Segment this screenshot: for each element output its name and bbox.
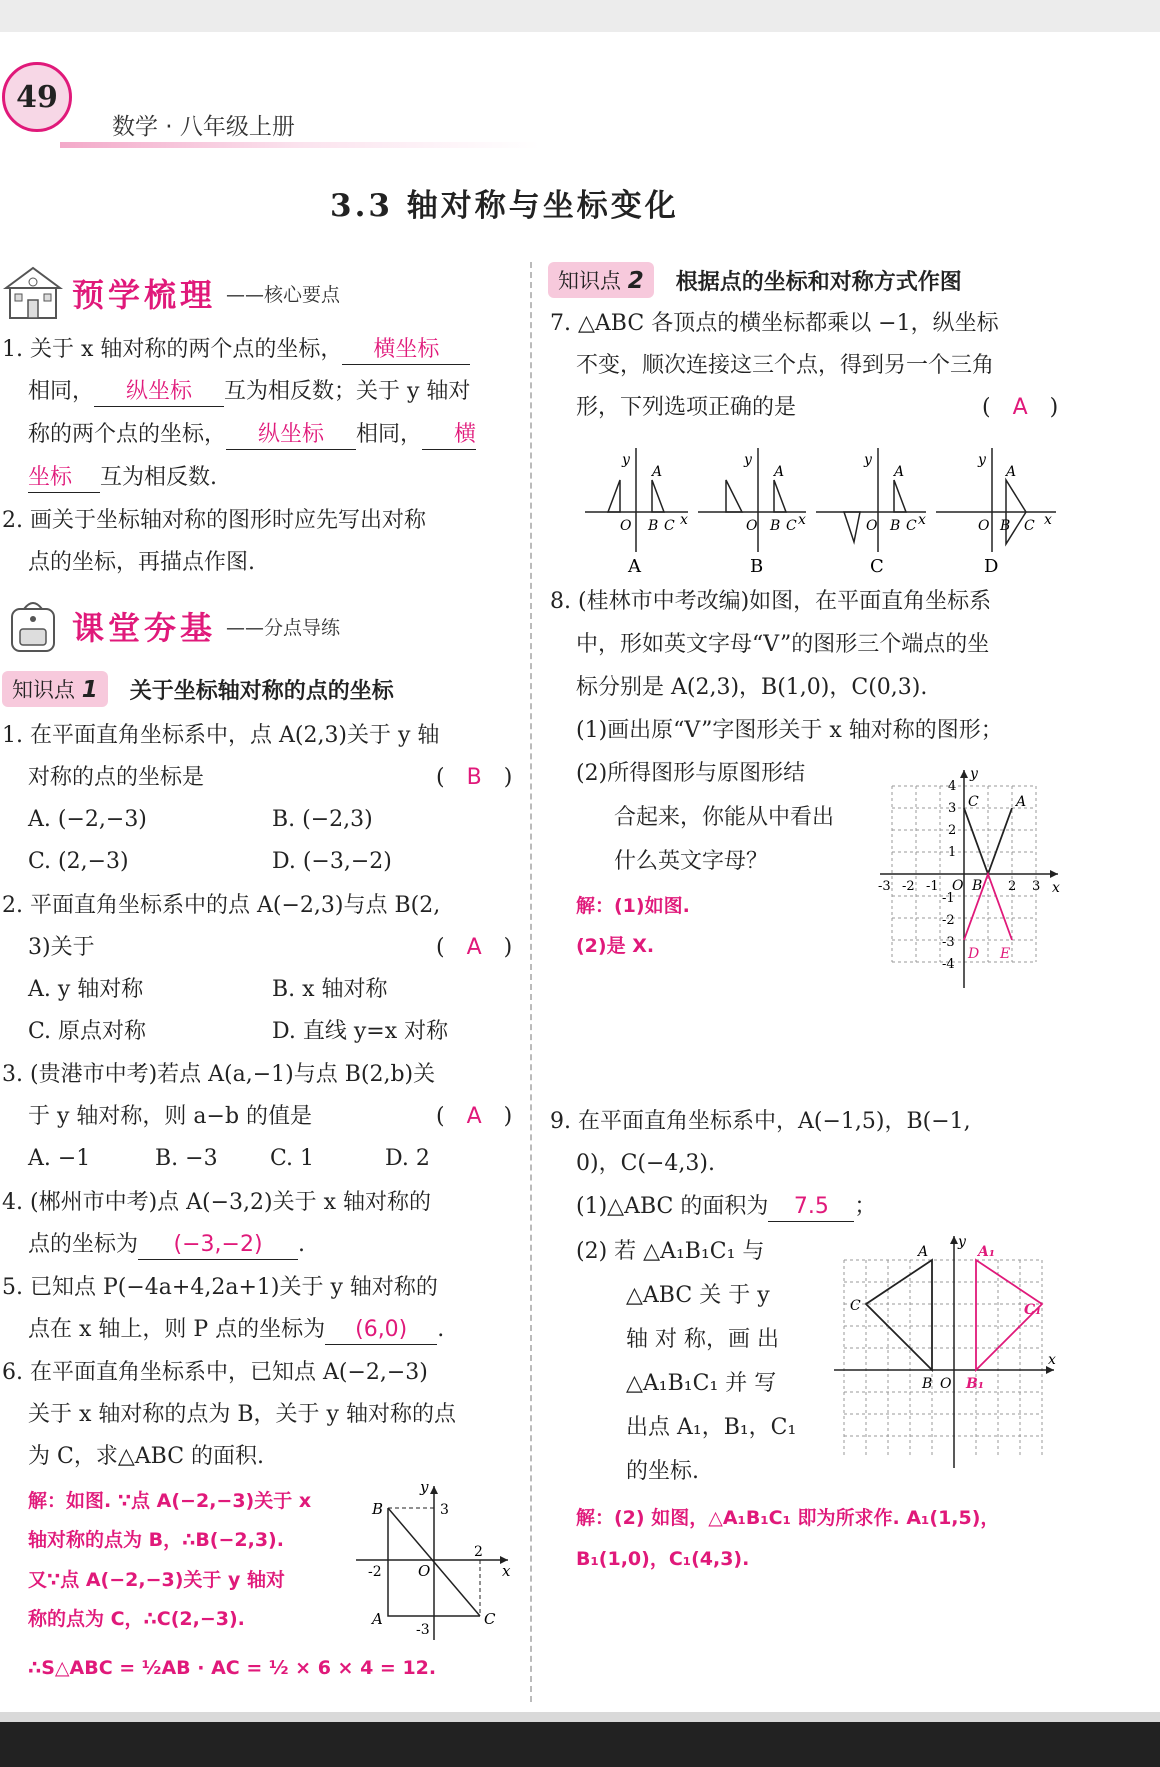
q9-line8: 出点 A₁，B₁，C₁ bbox=[626, 1415, 797, 1440]
option-label: B bbox=[750, 556, 764, 576]
q1-option-c: C. (2,−3) bbox=[28, 849, 129, 874]
q9-solution-1: 解：(2) 如图，△A₁B₁C₁ 即为所求作. A₁(1,5)， bbox=[576, 1507, 1000, 1529]
tick-y: -3 bbox=[942, 935, 955, 950]
page-number-badge bbox=[2, 62, 72, 132]
label-C: C bbox=[906, 518, 917, 534]
label-C: C bbox=[1024, 518, 1035, 534]
triangle bbox=[894, 480, 906, 512]
q8-line6: 合起来，你能从中看出 bbox=[614, 805, 835, 830]
label-y: y bbox=[978, 452, 986, 468]
label-x: x bbox=[1048, 1352, 1056, 1368]
tick-x: -3 bbox=[878, 879, 891, 894]
q7-line3 bbox=[576, 394, 1059, 422]
q7-line2: 不变，顺次连接这三个点，得到另一个三角 bbox=[576, 353, 995, 378]
label-A: A bbox=[1006, 464, 1017, 480]
y-arrow bbox=[960, 770, 968, 778]
tick-x: 3 bbox=[1032, 879, 1041, 894]
q9-line5: △ABC 关 于 y bbox=[626, 1283, 770, 1308]
label-y: y bbox=[864, 452, 872, 468]
label-A: A bbox=[774, 464, 785, 480]
preview-subtitle: ——核心要点 bbox=[226, 283, 341, 306]
kp1-text: 关于坐标轴对称的点的坐标 bbox=[129, 678, 394, 704]
q1-option-b: B. (−2,3) bbox=[272, 807, 373, 832]
tick-x: 2 bbox=[1008, 879, 1017, 894]
q5-line1: 5. 已知点 P(−4a+4,2a+1)关于 y 轴对称的 bbox=[2, 1275, 438, 1300]
q9-line4: (2) 若 △A₁B₁C₁ 与 bbox=[576, 1239, 765, 1264]
q4-line1: 4. (郴州市中考)点 A(−3,2)关于 x 轴对称的 bbox=[2, 1190, 432, 1215]
tick-neg2: -2 bbox=[368, 1564, 382, 1580]
option-label: C bbox=[870, 556, 884, 576]
q7-option-d-graph bbox=[936, 448, 1056, 576]
backpack-icon bbox=[2, 595, 64, 657]
tick-x: -1 bbox=[926, 879, 939, 894]
y-arrow bbox=[430, 1486, 438, 1494]
q7-answer: A bbox=[1012, 395, 1028, 420]
q6-solution-1: 解：如图. ∵点 A(−2,−3)关于 x bbox=[28, 1490, 312, 1512]
bottom-bar bbox=[0, 1722, 1160, 1767]
label-A: A bbox=[652, 464, 663, 480]
text: 相同， bbox=[356, 422, 423, 447]
preview-item1-line3 bbox=[28, 421, 476, 450]
q1-option-d: D. (−3,−2) bbox=[272, 849, 392, 874]
header-underline bbox=[60, 142, 540, 148]
q9-answer: 7.5 bbox=[768, 1193, 854, 1222]
tick-y: -1 bbox=[942, 891, 955, 906]
label-C: C bbox=[850, 1298, 861, 1314]
label-B: B bbox=[770, 518, 781, 534]
blank-answer: 横 bbox=[422, 421, 476, 450]
q7-option-c-graph bbox=[816, 448, 926, 576]
kp-number: 1 bbox=[81, 677, 98, 703]
q7-options-figure bbox=[580, 440, 1060, 576]
triangle bbox=[844, 512, 860, 542]
blank-answer: 纵坐标 bbox=[94, 378, 224, 407]
q3-line1: 3. (贵港市中考)若点 A(a,−1)与点 B(2,b)关 bbox=[2, 1062, 436, 1087]
q9-line3 bbox=[576, 1193, 876, 1222]
q9-line1: 9. 在平面直角坐标系中，A(−1,5)，B(−1, bbox=[550, 1109, 971, 1134]
text: 1. 关于 x 轴对称的两个点的坐标， bbox=[2, 337, 343, 362]
text: 互为相反数；关于 y 轴对 bbox=[224, 379, 471, 404]
q8-line4: (1)画出原“V”字图形关于 x 轴对称的图形； bbox=[576, 718, 1003, 743]
label-O: O bbox=[866, 518, 878, 534]
label-B: B bbox=[1000, 518, 1011, 534]
grid bbox=[844, 1260, 1042, 1458]
q2-option-d: D. 直线 y=x 对称 bbox=[272, 1019, 449, 1044]
triangle bbox=[608, 480, 620, 512]
q8-figure bbox=[874, 764, 1066, 990]
q8-solution-2: (2)是 X. bbox=[576, 935, 655, 957]
page-number: 49 bbox=[16, 79, 58, 115]
q7-answer-bracket: ( A ) bbox=[982, 395, 1059, 420]
q7-option-a-graph bbox=[585, 448, 688, 576]
q6-solution-4: 称的点为 C，∴C(2,−3). bbox=[28, 1608, 245, 1630]
label-x: x bbox=[502, 1562, 511, 1580]
preview-header bbox=[2, 262, 340, 324]
preview-item1-line2 bbox=[28, 378, 470, 407]
q2-option-c: C. 原点对称 bbox=[28, 1019, 147, 1044]
q9-line9: 的坐标. bbox=[626, 1459, 699, 1484]
q3-option-d: D. 2 bbox=[385, 1146, 430, 1171]
q6-line3: 为 C，求△ABC 的面积. bbox=[28, 1444, 265, 1469]
q3-option-a: A. −1 bbox=[28, 1146, 91, 1171]
q6-line2: 关于 x 轴对称的点为 B，关于 y 轴对称的点 bbox=[28, 1402, 456, 1427]
text: 形，下列选项正确的是 bbox=[576, 395, 797, 420]
q7-option-b-graph bbox=[698, 448, 806, 576]
label-O: O bbox=[940, 1376, 952, 1392]
knowledge-point-1 bbox=[2, 671, 394, 707]
kp2-text: 根据点的坐标和对称方式作图 bbox=[675, 269, 962, 295]
q9-line6: 轴 对 称，画 出 bbox=[626, 1327, 779, 1352]
q8-solution-1: 解：(1)如图. bbox=[576, 895, 690, 917]
blank-answer: 横坐标 bbox=[342, 336, 470, 365]
label-O: O bbox=[418, 1562, 431, 1580]
q1-line1: 1. 在平面直角坐标系中，点 A(2,3)关于 y 轴 bbox=[2, 723, 440, 748]
tick-neg3: -3 bbox=[416, 1622, 430, 1638]
q2-line1: 2. 平面直角坐标系中的点 A(−2,3)与点 B(2, bbox=[2, 893, 441, 918]
tick-x: -2 bbox=[902, 879, 915, 894]
kp-number: 2 bbox=[627, 268, 644, 294]
q6-solution-2: 轴对称的点为 B，∴B(−2,3). bbox=[28, 1529, 284, 1551]
label-O: O bbox=[952, 878, 964, 894]
label-E: E bbox=[1000, 946, 1011, 962]
column-divider bbox=[530, 262, 532, 1702]
label-y: y bbox=[420, 1480, 429, 1496]
label-B: B bbox=[648, 518, 659, 534]
triangle-abc bbox=[866, 1260, 932, 1370]
label-B: B bbox=[890, 518, 901, 534]
text: 点的坐标为 bbox=[28, 1232, 139, 1257]
option-label: A bbox=[628, 556, 641, 576]
label-x: x bbox=[680, 512, 688, 528]
school-icon bbox=[2, 262, 64, 324]
text: ； bbox=[854, 1194, 877, 1219]
classroom-title: 课堂夯基 bbox=[72, 609, 217, 647]
y-arrow bbox=[950, 1236, 958, 1244]
q2-option-b: B. x 轴对称 bbox=[272, 977, 388, 1002]
preview-item1-line4 bbox=[28, 464, 217, 493]
label-x: x bbox=[1052, 880, 1060, 896]
preview-item1-line1 bbox=[2, 336, 470, 365]
triangle bbox=[774, 480, 786, 512]
label-A: A bbox=[1016, 794, 1027, 810]
preview-item2-line1: 2. 画关于坐标轴对称的图形时应先写出对称 bbox=[2, 508, 426, 533]
triangle bbox=[726, 480, 742, 512]
tick-y: 1 bbox=[948, 845, 957, 860]
q5-line2 bbox=[28, 1316, 444, 1345]
text: 点在 x 轴上，则 P 点的坐标为 bbox=[28, 1317, 326, 1342]
label-C: C bbox=[484, 1610, 496, 1628]
preview-title: 预学梳理 bbox=[72, 276, 217, 314]
label-C: C bbox=[968, 794, 979, 810]
q1-answer: B bbox=[466, 765, 482, 790]
text: . bbox=[298, 1232, 306, 1257]
blank-answer: 坐标 bbox=[28, 464, 100, 493]
q8-line7: 什么英文字母？ bbox=[614, 849, 769, 874]
q8-line3: 标分别是 A(2,3)，B(1,0)，C(0,3). bbox=[576, 675, 928, 700]
tick-y: 4 bbox=[948, 779, 957, 794]
text: 称的两个点的坐标， bbox=[28, 422, 227, 447]
q4-line2 bbox=[28, 1231, 305, 1260]
label-D: D bbox=[968, 946, 980, 962]
label-y: y bbox=[970, 766, 978, 782]
q2-answer-bracket: ( A ) bbox=[436, 935, 513, 960]
label-y: y bbox=[958, 1234, 966, 1250]
x-arrow bbox=[1050, 870, 1058, 878]
preview-item2-line2: 点的坐标，再描点作图. bbox=[28, 550, 255, 575]
text: 于 y 轴对称，则 a−b 的值是 bbox=[28, 1104, 313, 1129]
q6-figure bbox=[356, 1480, 516, 1640]
q3-option-c: C. 1 bbox=[270, 1146, 315, 1171]
classroom-subtitle: ——分点导练 bbox=[226, 616, 341, 639]
tick-y: -4 bbox=[942, 957, 955, 972]
text: 3)关于 bbox=[28, 935, 95, 960]
knowledge-point-2 bbox=[548, 262, 962, 298]
q1-option-a: A. (−2,−3) bbox=[28, 807, 147, 832]
label-C: C bbox=[664, 518, 675, 534]
q4-answer: (−3,−2) bbox=[138, 1231, 298, 1260]
label-C1: C₁ bbox=[1024, 1302, 1042, 1318]
label-B: B bbox=[972, 878, 983, 894]
q3-answer-bracket: ( A ) bbox=[436, 1104, 513, 1129]
kp2-tag bbox=[548, 262, 654, 298]
label-O: O bbox=[620, 518, 632, 534]
tick-2: 2 bbox=[474, 1544, 483, 1560]
label-A1: A₁ bbox=[978, 1244, 995, 1260]
q8-line2: 中，形如英文字母“V”的图形三个端点的坐 bbox=[576, 632, 990, 657]
q3-option-b: B. −3 bbox=[155, 1146, 218, 1171]
label-y: y bbox=[744, 452, 752, 468]
q9-line2: 0)，C(−4,3). bbox=[576, 1151, 715, 1176]
text: (1)△ABC 的面积为 bbox=[576, 1194, 769, 1219]
q8-line1: 8. (桂林市中考改编)如图，在平面直角坐标系 bbox=[550, 589, 992, 614]
q2-answer: A bbox=[466, 935, 482, 960]
blank-answer: 纵坐标 bbox=[226, 421, 356, 450]
q2-option-a: A. y 轴对称 bbox=[28, 977, 144, 1002]
label-A: A bbox=[894, 464, 905, 480]
label-C: C bbox=[786, 518, 797, 534]
text: . bbox=[437, 1317, 445, 1342]
q1-answer-bracket: ( B ) bbox=[436, 765, 513, 790]
label-x: x bbox=[918, 512, 926, 528]
tick-y: 2 bbox=[948, 823, 957, 838]
kp-label: 知识点 bbox=[12, 678, 75, 702]
q3-answer: A bbox=[466, 1104, 482, 1129]
label-B1: B₁ bbox=[966, 1376, 984, 1392]
top-bar bbox=[0, 0, 1160, 32]
label-x: x bbox=[1044, 512, 1052, 528]
tick-3: 3 bbox=[440, 1502, 449, 1518]
label-A: A bbox=[918, 1244, 929, 1260]
subject-label: 数学 · 八年级上册 bbox=[112, 114, 295, 140]
label-O: O bbox=[746, 518, 758, 534]
label-O: O bbox=[978, 518, 990, 534]
label-A: A bbox=[372, 1610, 383, 1628]
tick-y: 3 bbox=[948, 801, 957, 816]
text: 互为相反数. bbox=[100, 465, 217, 490]
label-B: B bbox=[372, 1500, 384, 1518]
q3-line2 bbox=[28, 1103, 513, 1131]
section-title: 3.3 轴对称与坐标变化 bbox=[330, 188, 679, 224]
text: 对称的点的坐标是 bbox=[28, 765, 205, 790]
tick-y: -2 bbox=[942, 913, 955, 928]
q5-answer: (6,0) bbox=[325, 1316, 437, 1345]
label-y: y bbox=[622, 452, 630, 468]
q6-line1: 6. 在平面直角坐标系中，已知点 A(−2,−3) bbox=[2, 1360, 428, 1385]
q7-line1: 7. △ABC 各顶点的横坐标都乘以 −1，纵坐标 bbox=[550, 311, 999, 336]
q9-solution-2: B₁(1,0)，C₁(4,3). bbox=[576, 1548, 750, 1570]
option-label: D bbox=[984, 556, 999, 576]
q1-line2 bbox=[28, 764, 513, 792]
q6-solution-5: ∴S△ABC = ½AB · AC = ½ × 6 × 4 = 12. bbox=[28, 1657, 437, 1679]
q2-line2 bbox=[28, 934, 513, 962]
classroom-header bbox=[2, 595, 340, 657]
q9-figure bbox=[832, 1232, 1062, 1472]
triangle bbox=[652, 480, 664, 512]
q6-solution-3: 又∵点 A(−2,−3)关于 y 轴对 bbox=[28, 1569, 286, 1591]
kp1-tag bbox=[2, 671, 108, 707]
label-x: x bbox=[798, 512, 806, 528]
q9-line7: △A₁B₁C₁ 并 写 bbox=[626, 1371, 777, 1396]
kp-label: 知识点 bbox=[558, 269, 621, 293]
q8-line5: (2)所得图形与原图形结 bbox=[576, 761, 806, 786]
text: 相同， bbox=[28, 379, 95, 404]
label-B: B bbox=[922, 1376, 933, 1392]
